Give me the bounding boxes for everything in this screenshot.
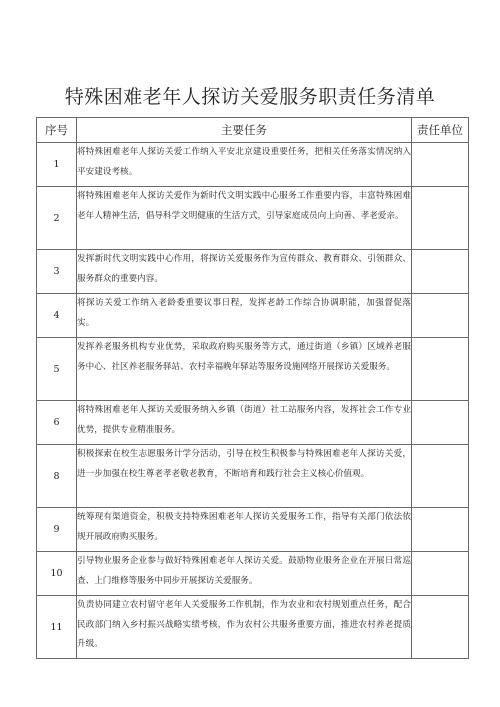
row-number: 6 bbox=[37, 401, 77, 445]
row-number: 9 bbox=[37, 508, 77, 552]
row-unit bbox=[412, 596, 469, 659]
table-header-row bbox=[37, 118, 469, 143]
row-unit bbox=[412, 294, 469, 338]
table-row bbox=[37, 552, 469, 596]
row-number: 4 bbox=[37, 294, 77, 338]
row-task: 积极探索在校生志愿服务计学分活动，引导在校生积极参与特殊困难老年人探访关爱，进一步加强在校生尊老孝老敬老教育，不断培育和践行社会主义核心价值观。 bbox=[77, 445, 412, 508]
table-row bbox=[37, 338, 469, 401]
row-task: 统筹现有渠道资金，积极支持特殊困难老年人探访关爱服务工作，指导有关部门依法依规开展政府购买服务。 bbox=[77, 508, 412, 552]
row-unit bbox=[412, 445, 469, 508]
row-task: 将特殊困难老年人探访关爱作为新时代文明实践中心服务工作重要内容，丰富特殊困难老年人精神生活，倡导科学文明健康的生活方式，引导家庭成员向上向善、孝老爱亲。 bbox=[77, 187, 412, 250]
document-title: 特殊困难老年人探访关爱服务职责任务清单 bbox=[64, 86, 436, 108]
table-row bbox=[37, 250, 469, 294]
table-row bbox=[37, 445, 469, 508]
task-table bbox=[36, 117, 469, 659]
row-number: 8 bbox=[37, 445, 77, 508]
header-unit: 责任单位 bbox=[412, 118, 469, 143]
header-task: 主要任务 bbox=[77, 118, 412, 143]
row-unit bbox=[412, 143, 469, 187]
row-task: 发挥新时代文明实践中心作用，将探访关爱服务作为宣传群众、教育群众、引领群众、服务群众的重要内容。 bbox=[77, 250, 412, 294]
row-number: 3 bbox=[37, 250, 77, 294]
row-unit bbox=[412, 250, 469, 294]
header-no: 序号 bbox=[37, 118, 77, 143]
table-row bbox=[37, 508, 469, 552]
row-unit bbox=[412, 401, 469, 445]
row-number: 11 bbox=[37, 596, 77, 659]
row-number: 5 bbox=[37, 338, 77, 401]
row-number: 1 bbox=[37, 143, 77, 187]
table-row bbox=[37, 401, 469, 445]
row-number: 2 bbox=[37, 187, 77, 250]
row-unit bbox=[412, 552, 469, 596]
row-number: 10 bbox=[37, 552, 77, 596]
row-task: 引导物业服务企业参与做好特殊困难老年人探访关爱。鼓励物业服务企业在开展日常巡查、上门维修等服务中同步开展探访关爱服务。 bbox=[77, 552, 412, 596]
row-unit bbox=[412, 508, 469, 552]
table-row bbox=[37, 187, 469, 250]
row-task: 将探访关爱工作纳入老龄委重要议事日程，发挥老龄工作综合协调职能，加强督促落实。 bbox=[77, 294, 412, 338]
row-task: 负责协同建立农村留守老年人关爱服务工作机制，作为农业和农村规划重点任务，配合民政部门纳入乡村振兴战略实绩考核，作为农村公共服务重要方面，推进农村养老提质升级。 bbox=[77, 596, 412, 659]
table-row bbox=[37, 294, 469, 338]
table-row bbox=[37, 596, 469, 659]
row-task: 将特殊困难老年人探访关爱工作纳入平安北京建设重要任务，把相关任务落实情况纳入平安建设考核。 bbox=[77, 143, 412, 187]
row-unit bbox=[412, 338, 469, 401]
row-task: 将特殊困难老年人探访关爱服务纳入乡镇（街道）社工站服务内容，发挥社会工作专业优势，提供专业精准服务。 bbox=[77, 401, 412, 445]
table-row bbox=[37, 143, 469, 187]
row-unit bbox=[412, 187, 469, 250]
row-task: 发挥养老服务机构专业优势，采取政府购买服务等方式，通过街道（乡镇）区域养老服务中心、社区养老服务驿站、农村幸福晚年驿站等服务设施网络开展探访关爱服务。 bbox=[77, 338, 412, 401]
